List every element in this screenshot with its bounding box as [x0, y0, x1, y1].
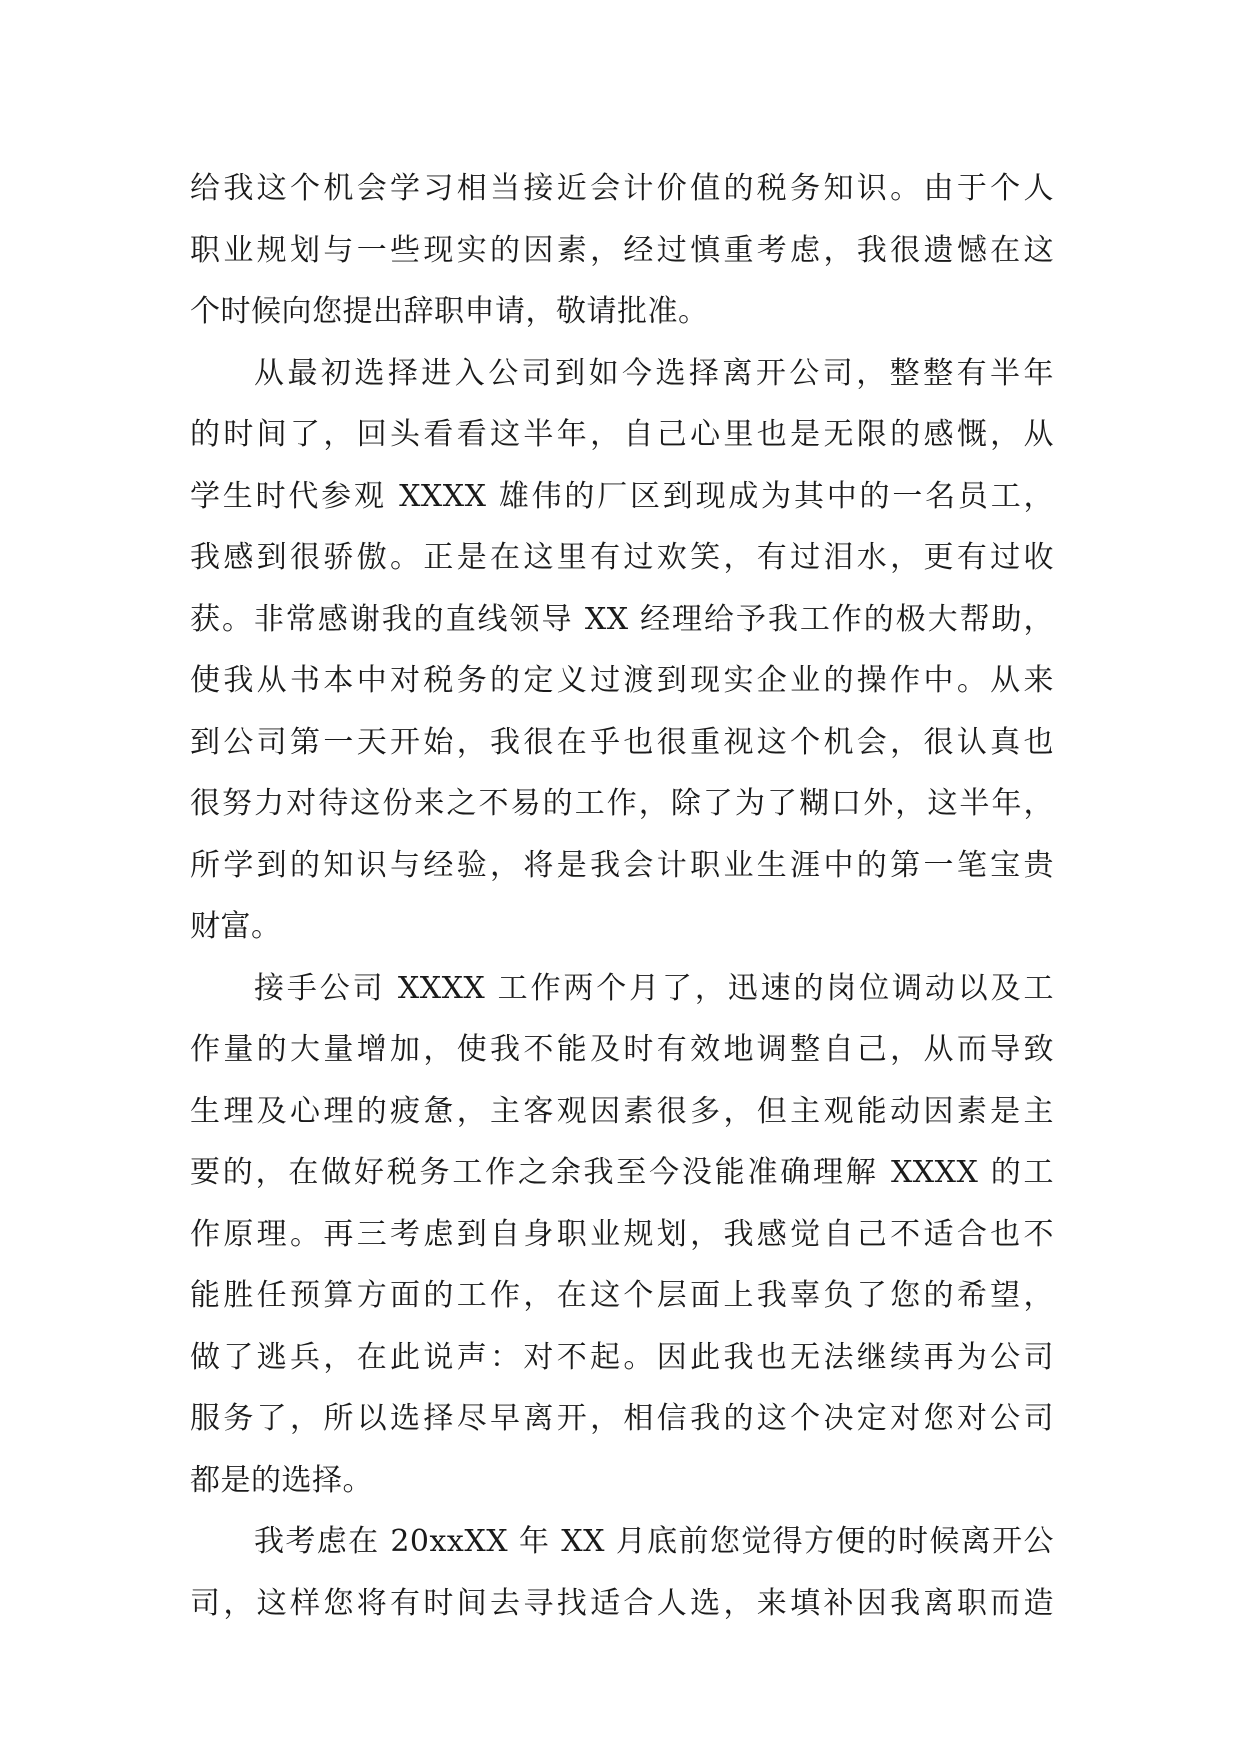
text-line: 个时候向您提出辞职申请，敬请批准。 [190, 294, 709, 329]
text-line: 给我这个机会学习相当接近会计价值的税务知识。由于个人 [190, 171, 1054, 206]
text-line: 我考虑在 20xxXX 年 XX 月底前您觉得方便的时候离开公 [254, 1524, 1054, 1559]
text-line: 服务了，所以选择尽早离开，相信我的这个决定对您对公司 [190, 1401, 1054, 1436]
text-line: 司，这样您将有时间去寻找适合人选，来填补因我离职而造 [190, 1585, 1054, 1621]
text-line: 要的，在做好税务工作之余我至今没能准确理解 XXXX 的工 [190, 1155, 1054, 1190]
text-line: 生理及心理的疲惫，主客观因素很多，但主观能动因素是主 [190, 1093, 1054, 1129]
text-line: 很努力对待这份来之不易的工作，除了为了糊口外，这半年， [190, 786, 1054, 821]
text-line: 到公司第一天开始，我很在乎也很重视这个机会，很认真也 [190, 724, 1054, 760]
paragraph-1 [190, 158, 1054, 343]
text-line: 财富。 [190, 909, 282, 944]
document-body [190, 158, 1054, 1634]
text-line: 都是的选择。 [190, 1462, 373, 1498]
text-line: 所学到的知识与经验，将是我会计职业生涯中的第一笔宝贵 [190, 847, 1054, 883]
text-line: 的时间了，回头看看这半年，自己心里也是无限的感慨，从 [190, 417, 1054, 452]
text-line: 使我从书本中对税务的定义过渡到现实企业的操作中。从来 [190, 663, 1054, 698]
text-line: 学生时代参观 XXXX 雄伟的厂区到现成为其中的一名员工， [190, 478, 1054, 514]
text-line: 获。非常感谢我的直线领导 XX 经理给予我工作的极大帮助， [190, 601, 1054, 637]
text-line: 我感到很骄傲。正是在这里有过欢笑，有过泪水，更有过收 [190, 540, 1054, 575]
paragraph-4 [190, 1511, 1054, 1634]
text-line: 从最初选择进入公司到如今选择离开公司，整整有半年 [254, 355, 1054, 391]
paragraph-3 [190, 958, 1054, 1512]
text-line: 作量的大量增加，使我不能及时有效地调整自己，从而导致 [190, 1032, 1054, 1067]
text-line: 做了逃兵，在此说声：对不起。因此我也无法继续再为公司 [190, 1339, 1054, 1375]
text-line: 职业规划与一些现实的因素，经过慎重考虑，我很遗憾在这 [190, 232, 1054, 268]
text-line: 接手公司 XXXX 工作两个月了，迅速的岗位调动以及工 [254, 970, 1054, 1006]
text-line: 作原理。再三考虑到自身职业规划，我感觉自己不适合也不 [190, 1216, 1054, 1252]
text-line: 能胜任预算方面的工作，在这个层面上我辜负了您的希望， [190, 1278, 1054, 1313]
paragraph-2 [190, 343, 1054, 958]
